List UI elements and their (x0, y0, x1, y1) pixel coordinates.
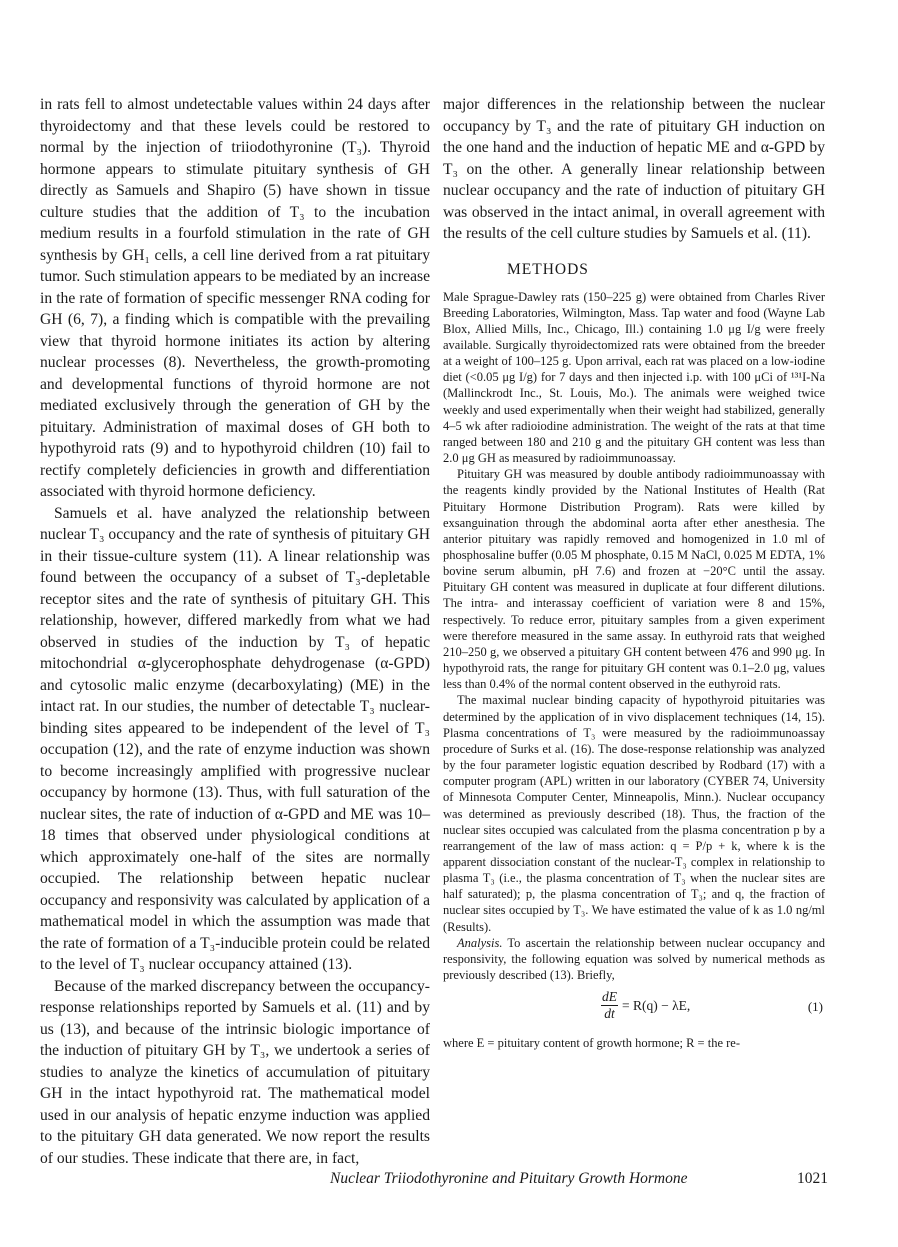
left-paragraph-3: Because of the marked discrepancy between the occupancy-response relationships reported by Samuels et al. (11) and by us (13), and because of the intrinsic biologic importance of the induction of pituitary GH by T₃, we undertook a series of studies to analyze the kinetics of accumulation of pituitary GH in the intact hypothyroid rat. The mathematical model used in our analysis of hepatic enzyme induction was applied to the pituitary GH data generated. We now report the results of our studies. These indicate that there are, in fact, (40, 977, 430, 1167)
equation-rhs: = R(q) − λE, (622, 997, 691, 1013)
equation-numerator: dE (602, 989, 617, 1005)
equation-fraction (601, 989, 618, 1022)
methods-paragraph-3: The maximal nuclear binding capacity of hypothyroid pituitaries was determined by the application of in vivo displacement techniques (14, 15). Plasma concentrations of T₃ were measured by the radioimmunoassay procedure of Surks et al. (16). The dose-response relationship was analyzed by the four parameter logistic equation described by Rodbard (17) with a computer program (APL) written in our laboratory (CYBER 74, University of Minnesota Computer Center, Minneapolis, Minn.). Nuclear occupancy was determined as previously described (18). Thus, the fraction of the nuclear sites occupied was calculated from the plasma concentration p by a rearrangement of the law of mass action: q = P/p + k, where k is the apparent dissociation constant of the nuclear-T₃ complex in relationship to plasma T₃ (i.e., the plasma concentration of T₃ when the nuclear sites are half saturated); p, the plasma concentration of T₃; and q, the fraction of nuclear sites occupied by T₃. We have estimated the value of k as 1.0 ng/ml (Results). (443, 693, 825, 934)
analysis-text: To ascertain the relationship between nuclear occupancy and responsivity, the following equation was solved by numerical methods as previously described (13). Briefly, (443, 935, 825, 983)
right-paragraph-1: major differences in the relationship between the nuclear occupancy by T₃ and the rate of pituitary GH induction on the one hand and the induction of hepatic ME and α-GPD by T₃ on the other. A generally linear relationship between nuclear occupancy and the rate of induction of pituitary GH was observed in the intact animal, in overall agreement with the results of the cell culture studies by Samuels et al. (11). (443, 96, 825, 242)
left-paragraph-1: in rats fell to almost undetectable values within 24 days after thyroidectomy and that these levels could be restored to normal by the injection of triiodothyronine (T₃). Thyroid hormone appears to stimulate pituitary synthesis of GH directly as Samuels and Shapiro (5) have shown in tissue culture studies that the addition of T₃ to the incubation medium results in a fourfold stimulation in the rate of GH synthesis by GH₁ cells, a cell line derived from a rat pituitary tumor. Such stimulation appears to be mediated by an increase in the rate of formation of specific messenger RNA coding for GH (6, 7), a finding which is compatible with the prevailing view that thyroid hormone initiates its action by altering nuclear processes (8). Nevertheless, the growth-promoting and developmental functions of thyroid hormone are not mediated exclusively through the generation of GH by the pituitary. Administration of maximal doses of GH both to hypothyroid rats (9) and to hypothyroid children (10) fail to rectify completely deficiencies in growth and differentiation associated with thyroid hormone deficiency. (40, 96, 430, 500)
left-paragraph-2: Samuels et al. have analyzed the relationship between nuclear T₃ occupancy and the rate of synthesis of pituitary GH in their tissue-culture system (11). A linear relationship was found between the occupancy of a subset of T₃-depletable receptor sites and the rate of synthesis of pituitary GH. This relationship, however, differed markedly from what we had observed in studies of the induction by T₃ of hepatic mitochondrial α-glycerophosphate dehydrogenase (α-GPD) and cytosolic malic enzyme (decarboxylating) (ME) in the intact rat. In our studies, the number of detectable T₃ nuclear-binding sites appeared to be independent of the level of T₃ occupation (12), and the rate of enzyme induction was shown to become increasingly amplified with progressive nuclear occupancy by hormone (13). Thus, with full saturation of the nuclear sites, the rate of induction of α-GPD and ME was 10–18 times that observed under physiological conditions at which approximately one-half of the sites are normally occupied. The relationship between hepatic nuclear occupancy and responsivity was calculated by application of a mathematical model in which the assumption was made that the rate of formation of a T₃-inducible protein could be related to the level of T₃ nuclear occupancy attained (13). (40, 504, 430, 973)
left-column (40, 94, 430, 1169)
page-footer (330, 1170, 828, 1188)
analysis-label: Analysis. (457, 935, 503, 950)
right-column (443, 94, 825, 1051)
methods-heading: METHODS (507, 260, 589, 278)
analysis-paragraph (443, 935, 825, 983)
page-number: 1021 (797, 1170, 828, 1187)
equation-denominator: dt (604, 1006, 615, 1022)
equation-number: (1) (807, 999, 823, 1015)
methods-paragraph-5: where E = pituitary content of growth hormone; R = the re- (443, 1036, 741, 1051)
running-title: Nuclear Triiodothyronine and Pituitary Growth Hormone (330, 1170, 688, 1187)
methods-text (443, 289, 825, 1052)
equation-1 (443, 985, 825, 1035)
methods-paragraph-1: Male Sprague-Dawley rats (150–225 g) were obtained from Charles River Breeding Laboratories, Wilmington, Mass. Tap water and food (Wayne Lab Blox, Allied Mills, Inc., Chicago, Ill.) containing 1.0 μg I/g were freely available. Surgically thyroidectomized rats were obtained from the breeder at a weight of 100–125 g. Upon arrival, each rat was placed on a low-iodine diet (<0.05 μg I/g) for 7 days and then injected i.p. with 100 μCi of ¹³¹I-Na (Mallinckrodt Inc., St. Louis, Mo.). The animals were weighed twice weekly and used experimentally when their weight had stabilized, generally 4–5 wk after radioiodine administration. The weight of the rats at that time ranged between 180 and 210 g and the pituitary GH content was less than 2.0 μg GH as measured by radioimmunoassay. (443, 289, 825, 466)
equation-body (601, 989, 690, 1022)
methods-paragraph-2: Pituitary GH was measured by double antibody radioimmunoassay with the reagents kindly provided by the National Institutes of Health (Rat Pituitary Hormone Distribution Program). Rats were killed by exsanguination through the abdominal aorta after ether anesthesia. The anterior pituitary was rapidly removed and homogenized in 1.0 ml of phosphosaline buffer (0.05 M phosphate, 0.15 M NaCl, 0.025 M EDTA, 1% bovine serum albumin, pH 7.6) and frozen at −20°C until the assay. Pituitary GH content was measured in duplicate at four different dilutions. The intra- and interassay coefficient of variation were 8 and 15%, respectively. To reduce error, pituitary samples from a given experiment were therefore measured in the same assay. In euthyroid rats that weighed 210–250 g, we observed a pituitary GH content between 476 and 990 μg. In hypothyroid rats, the range for pituitary GH content was 0.1–2.0 μg, values less than 0.4% of the normal content observed in the euthyroid rats. (443, 467, 825, 692)
